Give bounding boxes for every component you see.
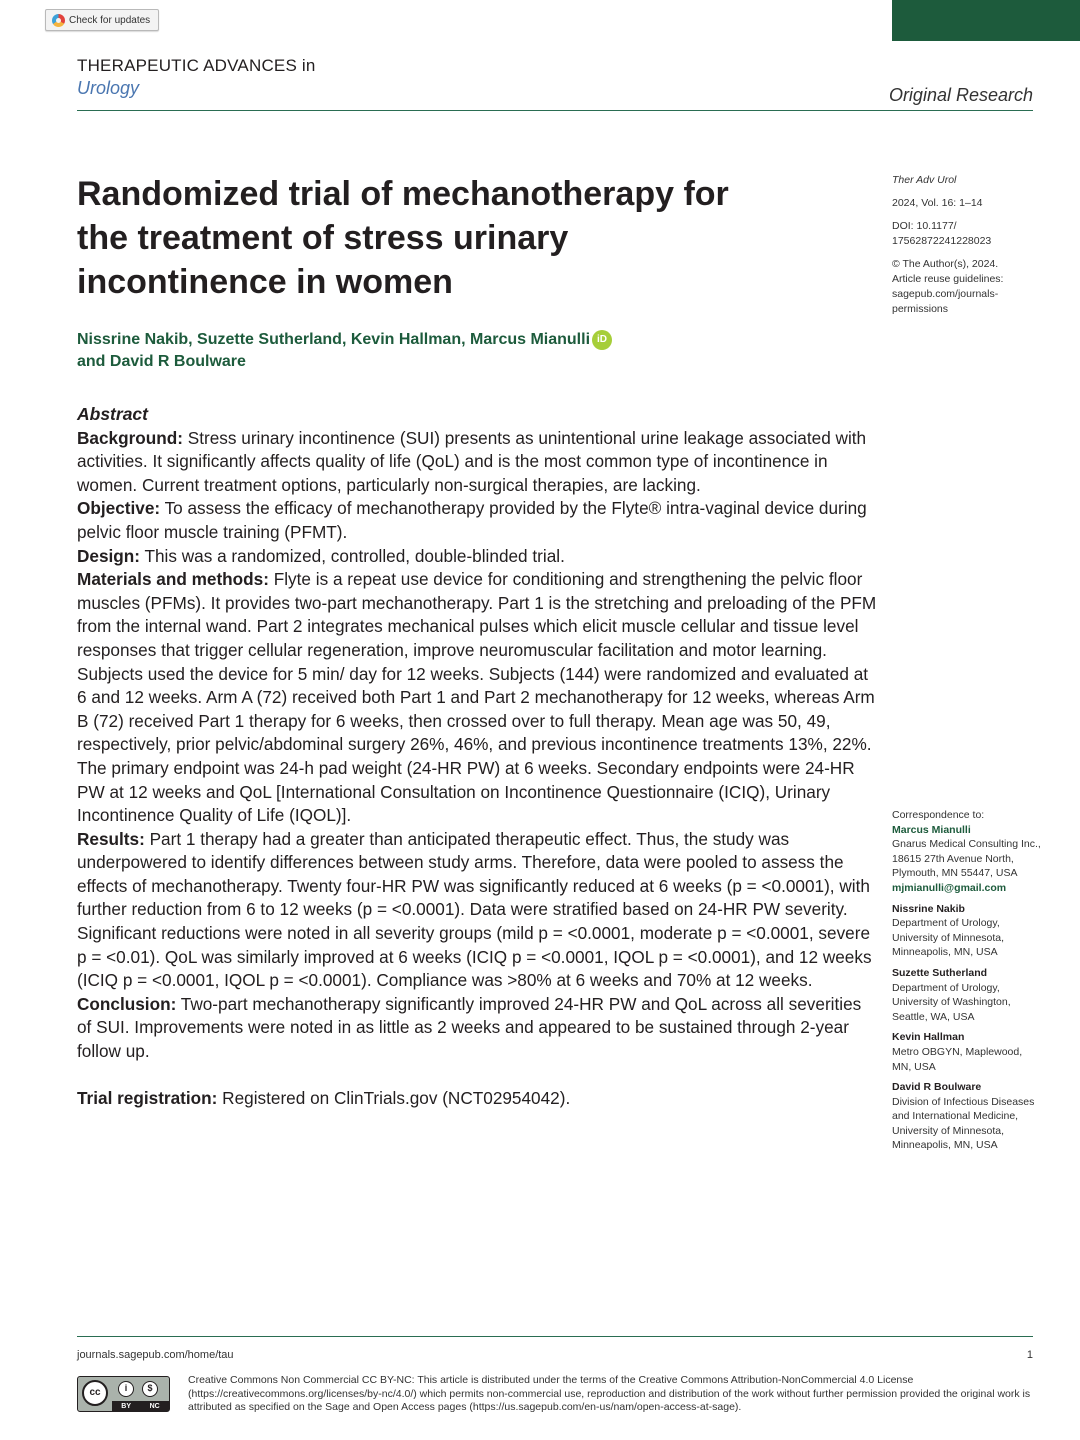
journal-subject: Urology [77, 78, 140, 98]
article-title: Randomized trial of mechanotherapy for the treatment of stress urinary incontinence in women [77, 175, 729, 301]
abstract-conclusion: Conclusion: Two-part mechanotherapy significantly improved 24-HR PW and QoL across all severities of SUI. Improvements were noted in as little as 2 weeks and appeared to be sustained through 2-year follow up. [77, 993, 862, 1062]
journal-name: THERAPEUTIC ADVANCES in [77, 56, 316, 75]
footer-divider [77, 1336, 1033, 1337]
affiliation-3: Kevin Hallman Metro OBGYN, Maplewood, MN, USA [892, 1031, 1023, 1073]
abstract-heading: Abstract [77, 404, 148, 424]
affiliation-1: Nissrine Nakib Department of Urology, University of Minnesota, Minneapolis, MN, USA [892, 902, 1005, 959]
article-type: Original Research [888, 85, 1033, 105]
corner-color-block [892, 0, 1080, 41]
journal-abbrev: Ther Adv Urol [892, 174, 957, 186]
attribution-icon: i [118, 1381, 134, 1397]
doi[interactable]: DOI: 10.1177/ 17562872241228023 [892, 220, 992, 247]
copyright-info: © The Author(s), 2024. Article reuse guidelines: sagepub.com/journals- permissions [892, 258, 1004, 315]
page-number: 1 [1026, 1349, 1033, 1361]
correspondence-block: Correspondence to: Marcus Mianulli Gnarus Medical Consulting Inc., 18615 27th Avenue North, Plymouth, MN 55447, USA mjmianulli@gmail.com [892, 809, 1041, 894]
abstract-methods: Materials and methods: Flyte is a repeat use device for conditioning and strengthening the pelvic floor muscles (PFMs). It provides two-part mechanotherapy. Part 1 is the stretching and preloading of the PFM from the internal wand. Part 2 integrates mechanical pulses which elicit muscle cellular and tissue level responses that trigger cellular regeneration, improve neuromuscular facilitation and motor learning. Subjects used the device for 5 min/ day for 12 weeks. Subjects (144) were randomized and evaluated at 6 and 12 weeks. Arm A (72) received both Part 1 and Part 2 mechanotherapy for 12 weeks, whereas Arm B (72) received Part 1 therapy for 6 weeks, then crossed over to full therapy. Mean age was 50, 49, respectively, prior pelvic/abdominal surgery 26%, 46%, and previous incontinence treatments 13%, 22%. The primary endpoint was 24-h pad weight (24-HR PW) at 6 weeks. Secondary endpoints were 24-HR PW at 12 weeks and QoL [International Consultation on Incontinence Questionnaire (ICIQ), Urinary Incontinence Quality of Life (IQOL)]. [77, 569, 877, 826]
journal-url[interactable]: journals.sagepub.com/home/tau [77, 1349, 234, 1361]
orcid-icon[interactable]: iD [592, 330, 612, 350]
license-text: Creative Commons Non Commercial CC BY-NC: This article is distributed under the terms of the Creative Commons Attribution-NonCommercial 4.0 License (https://creativecommons.org/licenses/by-nc/4.0/) which permits non-commercial use, reproduction and distribution of the work without further permission provided the original work is attributed as specified on the Sage and Open Access pages (https://us.sagepub.com/en-us/nam/open-access-at-sage). [188, 1374, 1031, 1413]
correspondence-sidebar [892, 808, 1042, 1159]
author-list [77, 329, 677, 373]
authors-line-2: and David R Boulware [77, 353, 246, 370]
volume-info: 2024, Vol. 16: 1–14 [892, 197, 983, 209]
check-for-updates-label: Check for updates [69, 14, 151, 26]
check-for-updates-button[interactable] [45, 9, 159, 31]
affiliation-4: David R Boulware Division of Infectious Diseases and International Medicine, University of Minnesota, Minneapolis, MN, USA [892, 1081, 1035, 1152]
trial-registration: Trial registration: Registered on ClinTrials.gov (NCT02954042). [77, 1088, 571, 1109]
abstract-objective: Objective: To assess the efficacy of mechanotherapy provided by the Flyte® intra-vaginal device during pelvic floor muscle training (PFMT). [77, 498, 867, 542]
abstract-design: Design: This was a randomized, controlled, double-blinded trial. [77, 545, 565, 566]
noncommercial-icon: $ [142, 1381, 158, 1397]
abstract-background: Background: Stress urinary incontinence (SUI) presents as unintentional urine leakage associated with activities. It significantly affects quality of life (QoL) and is the most common type of incontinence in women. Current treatment options, particularly non-surgical therapies, are lacking. [77, 427, 867, 495]
license-terms-bar: BY NC [112, 1401, 169, 1411]
corresponding-author: Marcus Mianulli [892, 823, 971, 836]
cc-license-badge[interactable] [77, 1376, 170, 1412]
cc-icon: cc [82, 1380, 108, 1406]
corresponding-email[interactable]: mjmianulli@gmail.com [892, 881, 1007, 894]
abstract-results: Results: Part 1 therapy had a greater than anticipated therapeutic effect. Thus, the study was underpowered to identify differences between study arms. Therefore, data were pooled to assess the effects of mechanotherapy. Twenty four-HR PW was significantly reduced at 6 weeks (p = <0.0001), with further reduction from 6 to 12 weeks (p = <0.0001). Data were stratified based on 24-HR PW severity. Significant reductions were noted in all severity groups (mild p = <0.0001, moderate p = <0.0001, severe p = <0.01). QoL was similarly improved at 6 weeks (ICIQ p = <0.0001, IQOL p = <0.0001), and 12 weeks (ICIQ p = <0.0001, IQOL p = <0.0001). Compliance was >80% at 6 weeks and 70% at 12 weeks. [77, 828, 872, 991]
authors-line-1: Nissrine Nakib, Suzette Sutherland, Kevin Hallman, Marcus Mianulli [77, 331, 591, 348]
header-divider [77, 110, 1033, 111]
crossmark-icon [52, 14, 65, 27]
abstract [77, 403, 877, 1111]
article-meta [892, 173, 1042, 325]
affiliation-2: Suzette Sutherland Department of Urology, University of Washington, Seattle, WA, USA [892, 966, 1011, 1023]
